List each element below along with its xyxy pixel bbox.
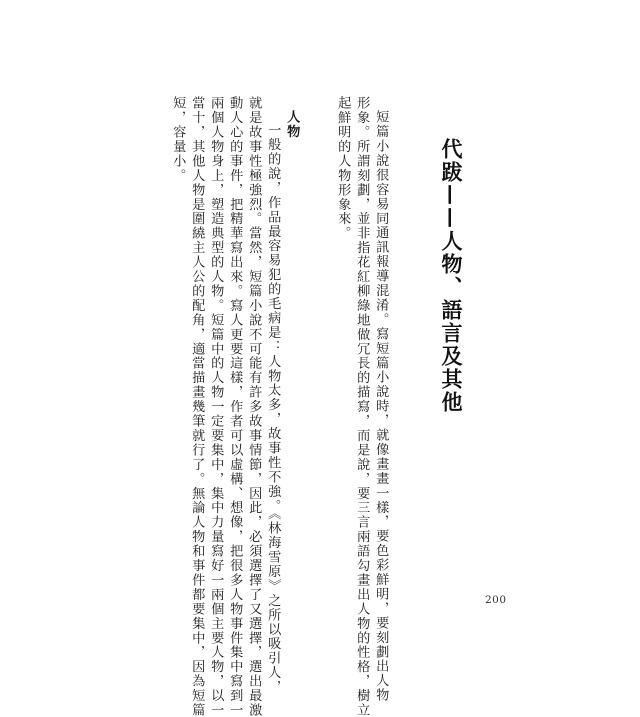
intro-line-3: 起鮮明的人物形象來。 <box>335 96 351 241</box>
section-heading: 人物 <box>284 110 300 139</box>
chapter-title: 代跋——人物、語言及其他 <box>439 138 464 414</box>
intro-line-1: 短篇小說很容易同通訊報導混淆。寫短篇小說時，就像畫畫一樣，要色彩鮮明，要刻劃出人物 <box>373 110 389 703</box>
body-line-1: 一般的說，作品最容易犯的毛病是：人物太多，故事性不強。《林海雪原》之所以吸引人， <box>265 123 281 695</box>
body-line-5: 當十，其他人物是圍繞主人公的配角，適當描畫幾筆就行了。無論人物和事件都要集中，因為短篇 <box>189 96 205 717</box>
body-line-4: 兩個人物身上，塑造典型的人物。短篇中的人物一定要集中，集中力量寫好一兩個主要人物，以一 <box>208 96 224 717</box>
page-number: 200 <box>485 594 507 606</box>
body-line-6: 短，容量小。 <box>170 96 186 183</box>
body-line-2: 就是故事性極強烈。當然，短篇小說不可能有許多故事情節，因此，必須選擇了又選擇，選出最激 <box>246 96 262 717</box>
intro-line-2: 形象。所謂刻劃，並非指花紅柳綠地做冗長的描寫，而是說，要三言兩語勾畫出人物的性格，樹立 <box>354 96 370 717</box>
body-line-3: 動人心的事件，把精華寫出來。寫人更要這樣，作者可以虛構、想像，把很多人物事件集中寫到一 <box>227 96 243 717</box>
